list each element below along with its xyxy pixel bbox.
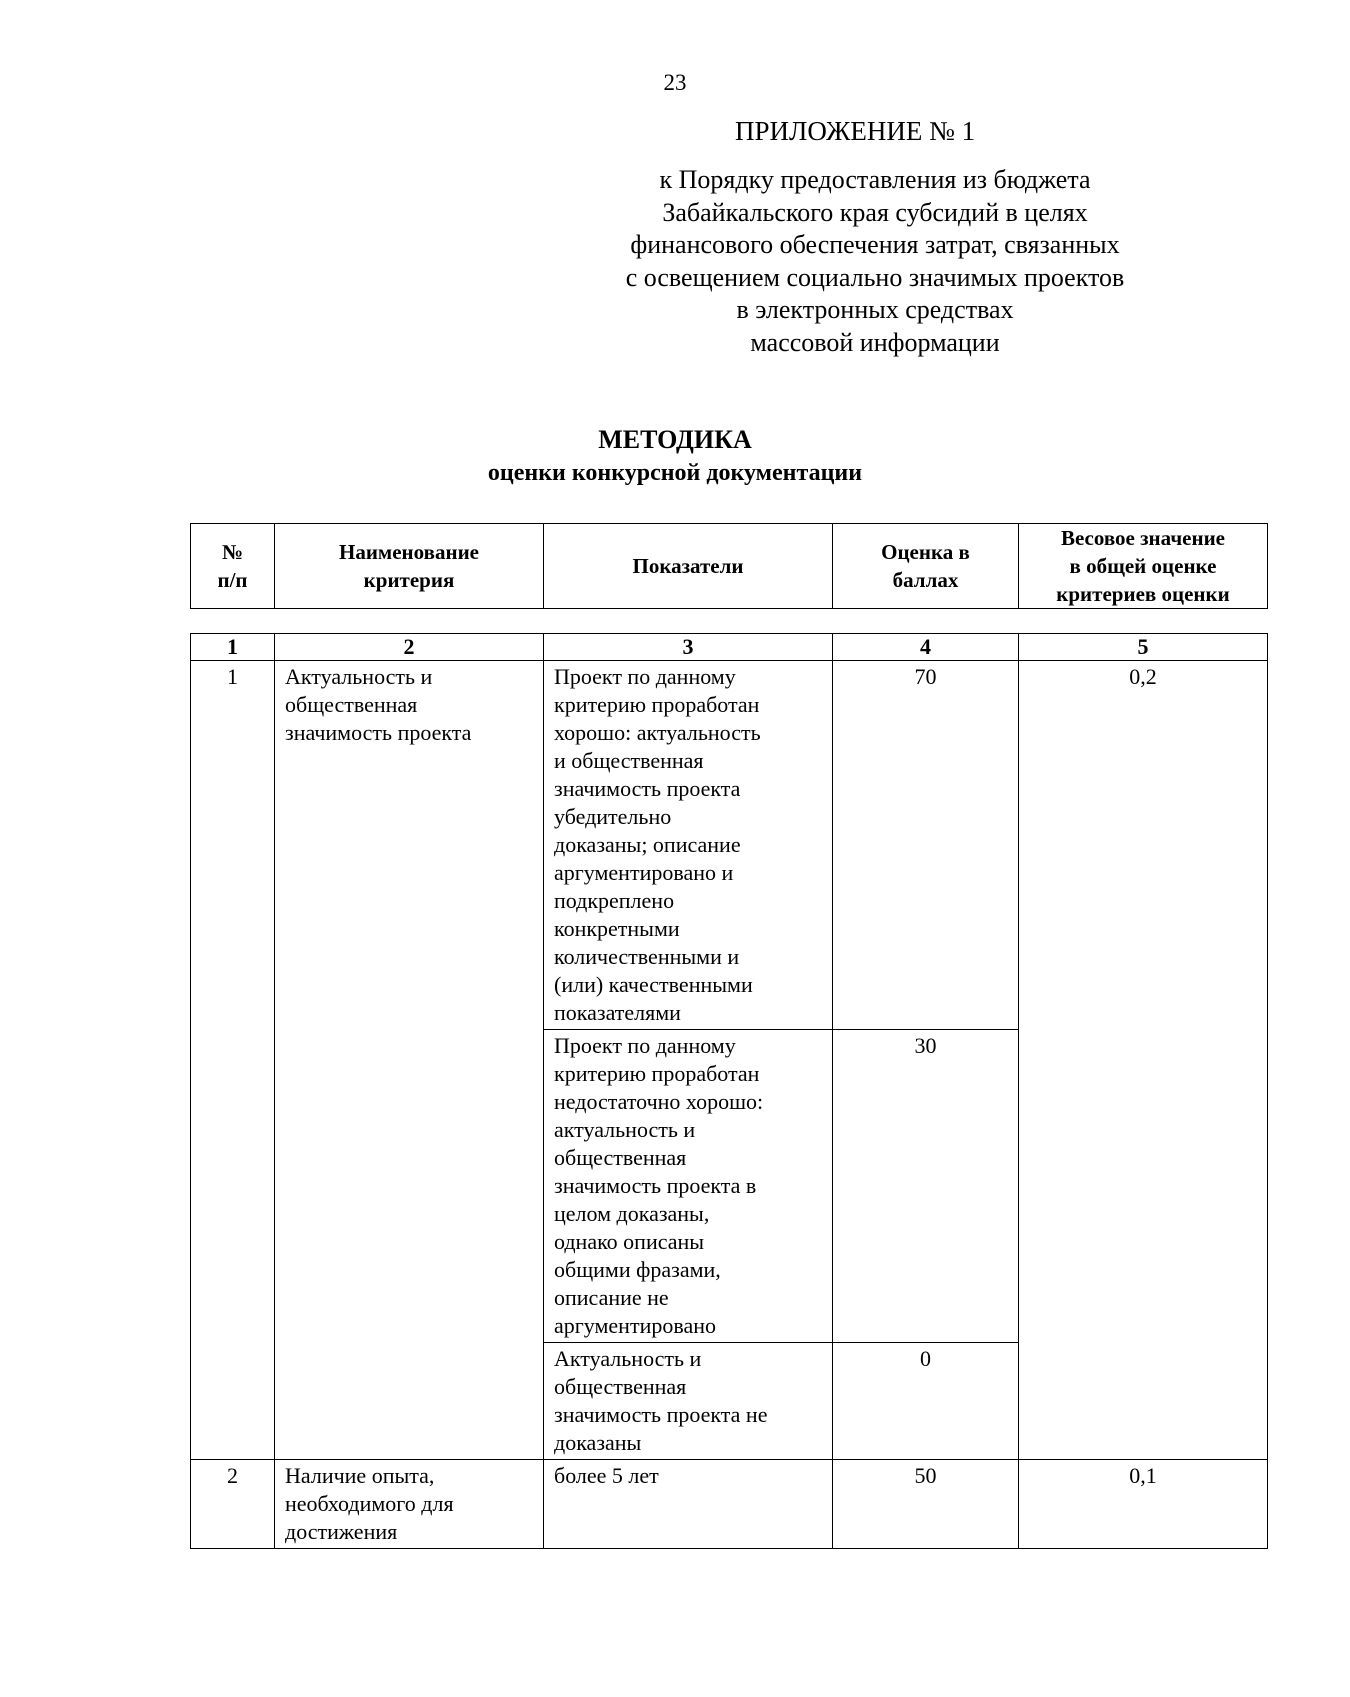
table-header — [190, 523, 1268, 609]
column-number: 5 — [1019, 634, 1268, 661]
criterion-name: Наличие опыта, необходимого для достижения — [275, 1460, 544, 1549]
row-number: 2 — [191, 1460, 275, 1549]
document-subtitle: оценки конкурсной документации — [487, 460, 863, 486]
header-indicators: Показатели — [544, 524, 833, 609]
criterion-name: Актуальность и общественная значимость проекта — [275, 661, 544, 1460]
appendix-title: ПРИЛОЖЕНИЕ № 1 — [735, 116, 976, 146]
appendix-reference: к Порядку предоставления из бюджета Забайкальского края субсидий в целях финансового обеспечения затрат, связанных с освещением социально значимых проектов в электронных средствах массовой информации — [625, 165, 1125, 357]
indicator-text: более 5 лет — [544, 1460, 833, 1549]
indicator-text: Актуальность и общественная значимость проекта не доказаны — [544, 1343, 833, 1460]
score-value: 0 — [833, 1343, 1019, 1460]
column-number: 4 — [833, 634, 1019, 661]
column-numbers-row — [191, 634, 1268, 661]
column-number: 2 — [275, 634, 544, 661]
weight-value: 0,1 — [1019, 1460, 1268, 1549]
weight-value: 0,2 — [1019, 661, 1268, 1460]
score-value: 30 — [833, 1030, 1019, 1343]
table-row — [191, 1460, 1268, 1549]
header-weight: Весовое значение в общей оценке критериев оценки — [1019, 524, 1268, 609]
table-row — [191, 661, 1268, 1030]
header-criterion: Наименование критерия — [275, 524, 544, 609]
score-value: 70 — [833, 661, 1019, 1030]
row-number: 1 — [191, 661, 275, 1460]
document-title: МЕТОДИКА — [598, 425, 752, 454]
page-number: 23 — [663, 70, 687, 95]
column-number: 1 — [191, 634, 275, 661]
indicator-text: Проект по данному критерию проработан хорошо: актуальность и общественная значимость проекта убедительно доказаны; описание аргументировано и подкреплено конкретными количественными и (или) качественными показателями — [544, 661, 833, 1030]
header-number: № п/п — [191, 524, 275, 609]
indicator-text: Проект по данному критерию проработан недостаточно хорошо: актуальность и общественная значимость проекта в целом доказаны, однако описаны общими фразами, описание не аргументировано — [544, 1030, 833, 1343]
column-number: 3 — [544, 634, 833, 661]
score-value: 50 — [833, 1460, 1019, 1549]
header-score: Оценка в баллах — [833, 524, 1019, 609]
criteria-table — [190, 633, 1268, 1549]
